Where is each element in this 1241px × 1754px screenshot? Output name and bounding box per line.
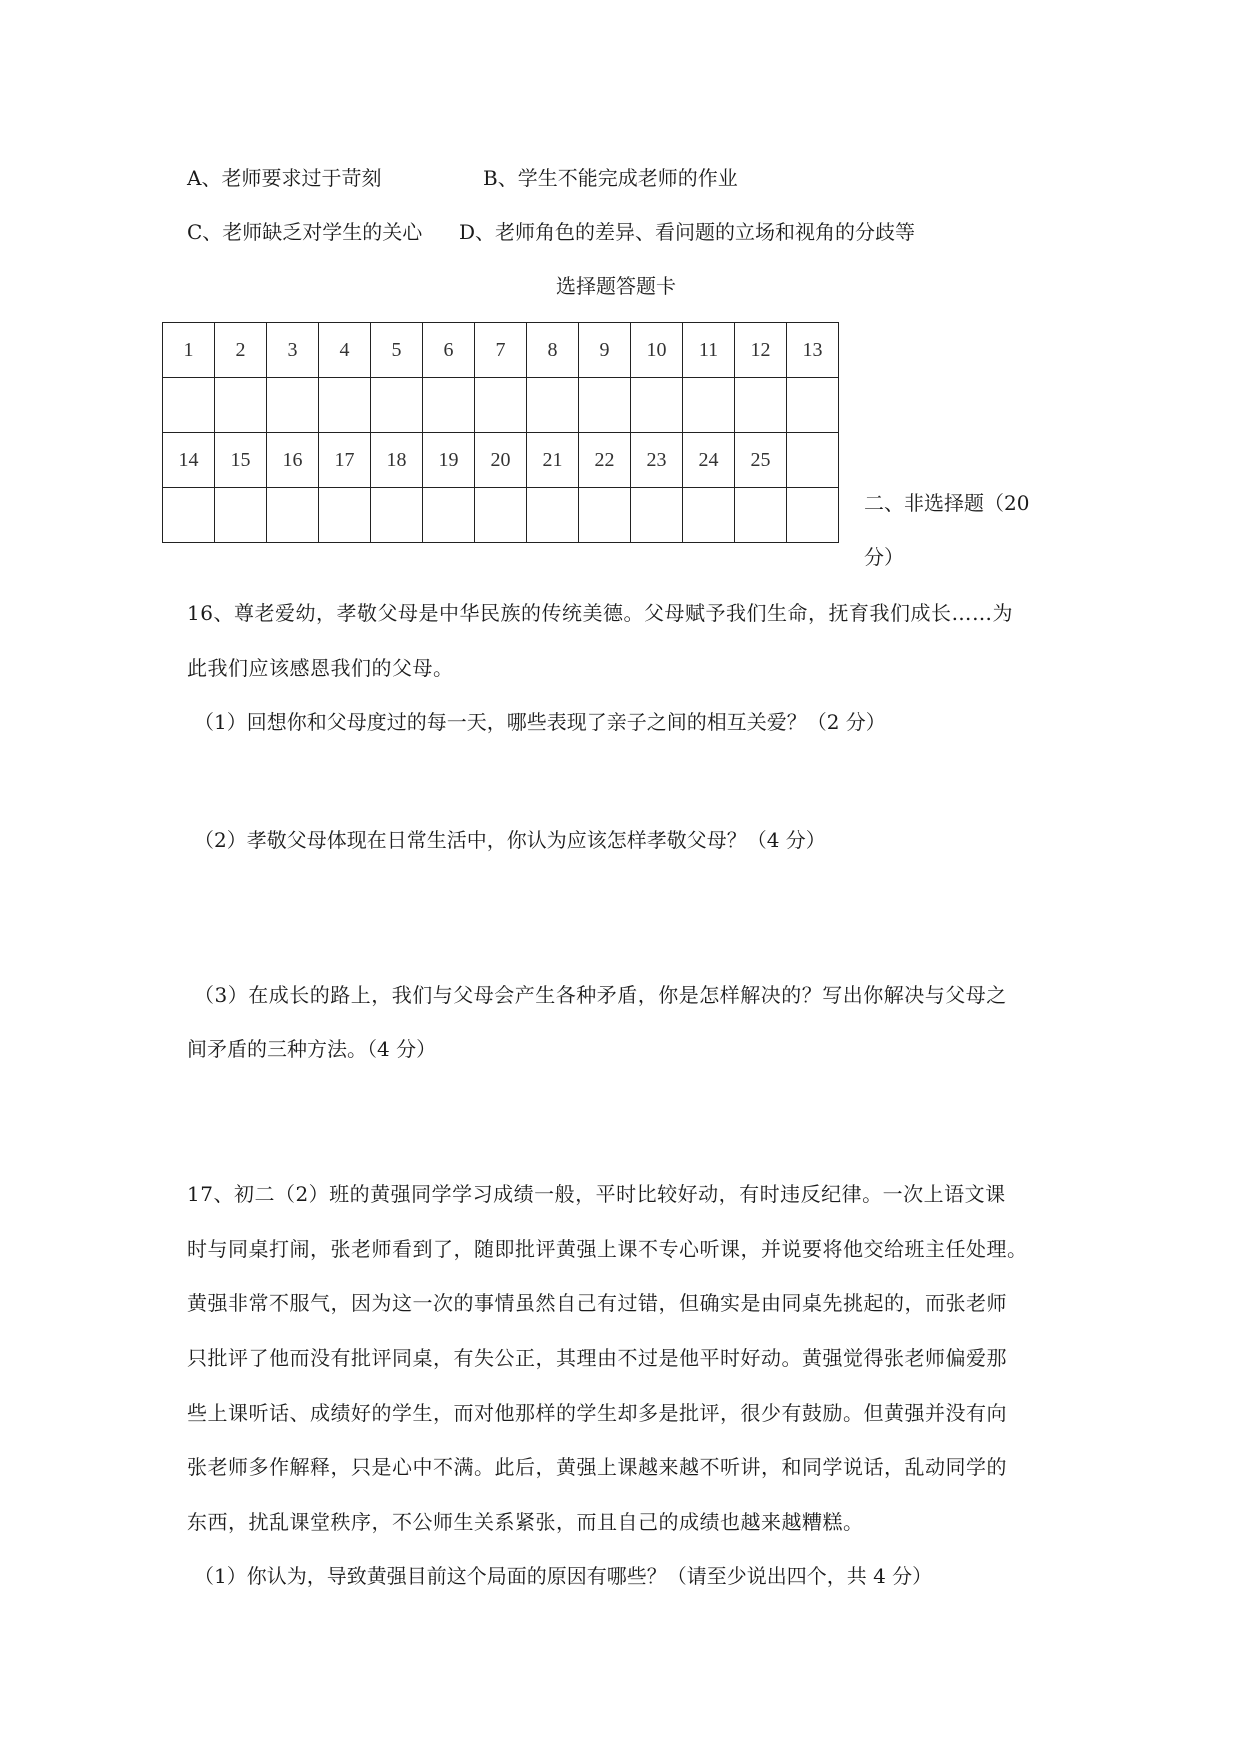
question-number-cell: 22 (579, 433, 631, 488)
question-number-cell: 4 (319, 323, 371, 378)
answer-cell[interactable] (683, 378, 735, 433)
question-number-cell: 11 (683, 323, 735, 378)
table-row (163, 488, 839, 543)
q16-sub3-line: （3）在成长的路上，我们与父母会产生各种矛盾，你是怎样解决的？写出你解决与父母之 (194, 983, 1007, 1007)
q16-intro-line: 16、尊老爱幼，孝敬父母是中华民族的传统美德。父母赋予我们生命，抚育我们成长……为 (187, 601, 1013, 625)
q17-paragraph-line: 只批评了他而没有批评同桌，有失公正，其理由不过是他平时好动。黄强觉得张老师偏爱那 (187, 1346, 1007, 1370)
q17-paragraph-line: 张老师多作解释，只是心中不满。此后，黄强上课越来越不听讲，和同学说话，乱动同学的 (187, 1455, 1007, 1479)
answer-cell[interactable] (163, 488, 215, 543)
answer-cell[interactable] (267, 488, 319, 543)
question-number-cell: 3 (267, 323, 319, 378)
table-row (163, 433, 839, 488)
question-number-cell: 9 (579, 323, 631, 378)
answer-cell[interactable] (683, 488, 735, 543)
answer-cell[interactable] (631, 378, 683, 433)
option-d: D、老师角色的差异、看问题的立场和视角的分歧等 (459, 220, 916, 244)
answer-cell[interactable] (735, 378, 787, 433)
section-heading-continued: 分） (864, 545, 904, 569)
answer-cell[interactable] (215, 488, 267, 543)
q17-paragraph-line: 些上课听话、成绩好的学生，而对他那样的学生却多是批评，很少有鼓励。但黄强并没有向 (187, 1401, 1007, 1425)
answer-cell[interactable] (579, 488, 631, 543)
question-number-cell: 24 (683, 433, 735, 488)
answer-cell[interactable] (527, 378, 579, 433)
q17-paragraph-line: 时与同桌打闹，张老师看到了，随即批评黄强上课不专心听课，并说要将他交给班主任处理。 (187, 1237, 1028, 1261)
answer-cell[interactable] (267, 378, 319, 433)
q17-paragraph-line: 东西，扰乱课堂秩序，不公师生关系紧张，而且自己的成绩也越来越糟糕。 (187, 1510, 864, 1534)
question-number-cell: 1 (163, 323, 215, 378)
answer-cell[interactable] (787, 378, 839, 433)
answer-cell[interactable] (787, 488, 839, 543)
answer-cell[interactable] (371, 378, 423, 433)
answer-card-title: 选择题答题卡 (556, 274, 676, 298)
section-heading: 二、非选择题（20 (864, 491, 1030, 515)
question-number-cell: 19 (423, 433, 475, 488)
answer-cell[interactable] (215, 378, 267, 433)
answer-cell[interactable] (319, 488, 371, 543)
q17-sub1: （1）你认为，导致黄强目前这个局面的原因有哪些？（请至少说出四个，共 4 分） (194, 1564, 933, 1588)
answer-cell[interactable] (527, 488, 579, 543)
question-number-cell: 21 (527, 433, 579, 488)
question-number-cell: 20 (475, 433, 527, 488)
answer-cell[interactable] (475, 488, 527, 543)
question-number-cell: 7 (475, 323, 527, 378)
option-b: B、学生不能完成老师的作业 (483, 166, 738, 190)
answer-cell[interactable] (371, 488, 423, 543)
question-number-cell: 25 (735, 433, 787, 488)
question-number-cell (787, 433, 839, 488)
answer-cell[interactable] (319, 378, 371, 433)
answer-cell[interactable] (423, 378, 475, 433)
answer-cell[interactable] (735, 488, 787, 543)
q16-intro-line: 此我们应该感恩我们的父母。 (187, 656, 454, 680)
answer-cell[interactable] (475, 378, 527, 433)
answer-cell[interactable] (423, 488, 475, 543)
option-a: A、老师要求过于苛刻 (187, 166, 382, 190)
question-number-cell: 2 (215, 323, 267, 378)
option-c: C、老师缺乏对学生的关心 (187, 220, 423, 244)
question-number-cell: 12 (735, 323, 787, 378)
q17-paragraph-line: 17、初二（2）班的黄强同学学习成绩一般，平时比较好动，有时违反纪律。一次上语文课 (187, 1182, 1006, 1206)
question-number-cell: 8 (527, 323, 579, 378)
question-number-cell: 10 (631, 323, 683, 378)
question-number-cell: 16 (267, 433, 319, 488)
answer-card-table (162, 322, 839, 543)
question-number-cell: 6 (423, 323, 475, 378)
question-number-cell: 15 (215, 433, 267, 488)
answer-cell[interactable] (579, 378, 631, 433)
question-number-cell: 13 (787, 323, 839, 378)
question-number-cell: 14 (163, 433, 215, 488)
table-row (163, 323, 839, 378)
question-number-cell: 5 (371, 323, 423, 378)
question-number-cell: 23 (631, 433, 683, 488)
q16-sub2: （2）孝敬父母体现在日常生活中，你认为应该怎样孝敬父母？（4 分） (194, 828, 826, 852)
question-number-cell: 17 (319, 433, 371, 488)
answer-cell[interactable] (631, 488, 683, 543)
q16-sub3-line: 间矛盾的三种方法。（4 分） (187, 1037, 437, 1061)
table-row (163, 378, 839, 433)
q16-sub1: （1）回想你和父母度过的每一天，哪些表现了亲子之间的相互关爱？（2 分） (194, 710, 886, 734)
answer-cell[interactable] (163, 378, 215, 433)
question-number-cell: 18 (371, 433, 423, 488)
q17-paragraph-line: 黄强非常不服气，因为这一次的事情虽然自己有过错，但确实是由同桌先挑起的，而张老师 (187, 1291, 1007, 1315)
